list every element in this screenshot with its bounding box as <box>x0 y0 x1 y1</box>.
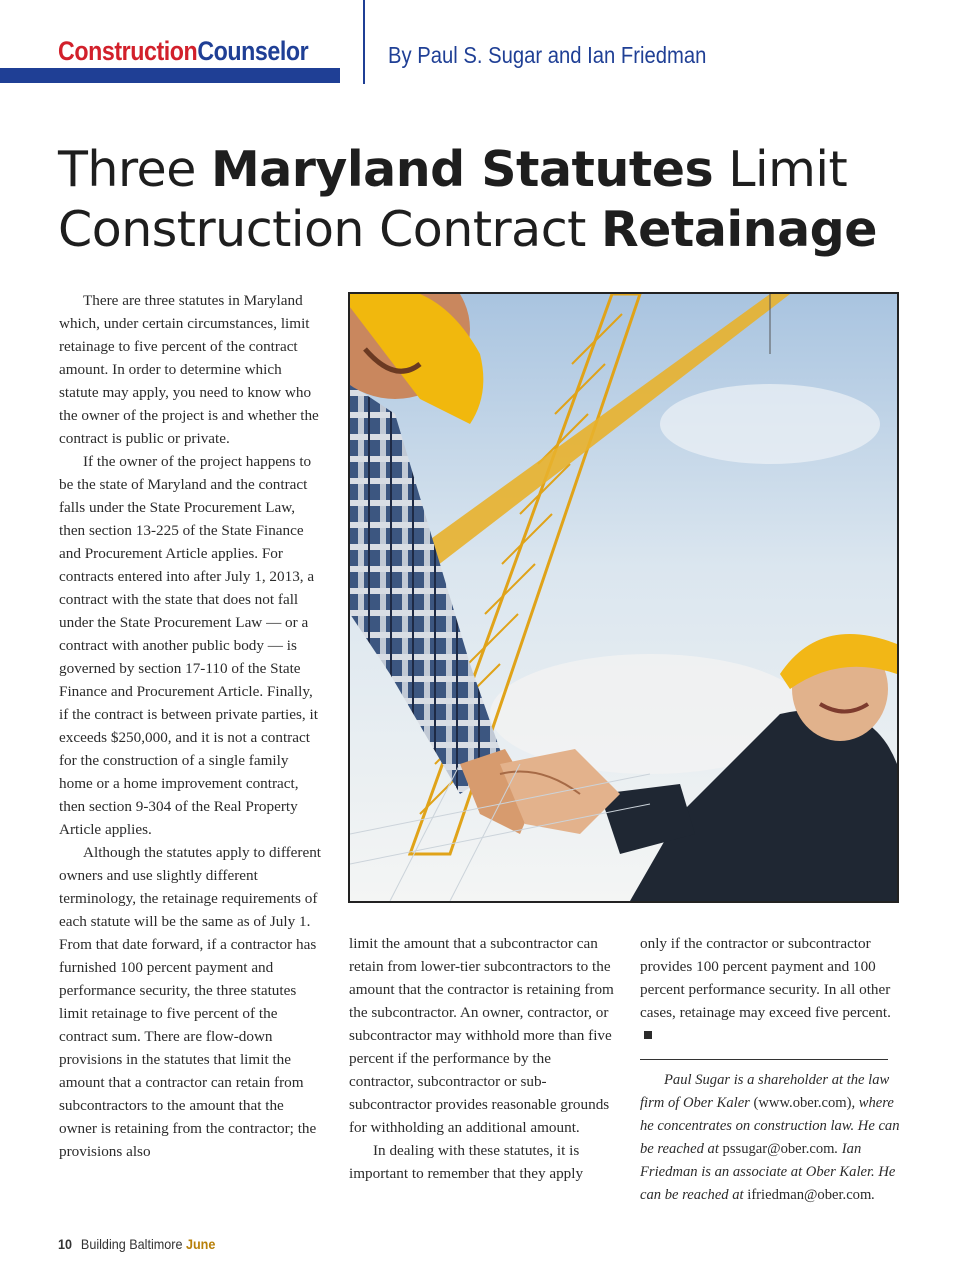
photo-illustration <box>350 294 897 901</box>
column-brand: ConstructionCounselor <box>58 36 309 66</box>
page-footer <box>58 1236 215 1252</box>
author-bio: Paul Sugar is a shareholder at the law firm of Ober Kaler (www.ober.com), where he concentrates on construction law. He can be reached at pssugar@ober.com. Ian Friedman is an associate at Ober Kaler. He can be reached at ifriedman@ober.com. <box>640 1072 900 1203</box>
text-column-3 <box>640 932 896 1047</box>
article-title: Three Maryland Statutes Limit Construction Contract Retainage <box>58 141 877 258</box>
text-column-1 <box>59 289 324 1163</box>
paragraph-4: In dealing with these statutes, it is important to remember that they apply <box>349 1142 584 1182</box>
paragraph-3: Although the statutes apply to different owners and use slightly different terminology, the retainage requirements of each statute will be the same as of July 1. From that date forward, if a contractor has furnished 100 percent payment and performance security, the three statutes limit retainage to five percent of the contract sum. There are flow-down provisions in the statutes that limit the amount that a contractor can retain from subcontractors to the amount that the owner is retaining from the contractor; the provisions also <box>59 844 322 1160</box>
end-of-article-mark <box>644 1031 652 1039</box>
page-number: 10 <box>58 1236 73 1252</box>
paragraph-1: There are three statutes in Maryland which, under certain circumstances, limit retainage to five percent of the contract amount. In order to determine which statute may apply, you need to know who the owner of the project is and whether the contract is public or private. <box>59 292 319 447</box>
publication-name: Building Baltimore <box>80 1236 183 1252</box>
paragraph-4-continued: only if the contractor or subcontractor provides 100 percent payment and 100 percent performance security. In all other cases, retainage may exceed five percent. <box>640 932 896 1047</box>
text-column-2 <box>349 932 617 1185</box>
paragraph-2: If the owner of the project happens to be the state of Maryland and the contract falls under the State Procurement Law, then section 13-225 of the State Finance and Procurement Article applies. For contracts entered into after July 1, 2013, a contract with the state that does not fall under the State Procurement Law — or a contract with another public body — is governed by section 17-110 of the State Finance and Procurement Article. Finally, if the contract is between private parties, it exceeds $250,000, and it is not a contract for the construction of a single family home or a home improvement contract, then section 9-304 of the Real Property Article applies. <box>59 453 318 838</box>
friedman-email-link[interactable]: ifriedman@ober.com <box>747 1187 872 1203</box>
sugar-email-link[interactable]: pssugar@ober.com <box>722 1141 835 1157</box>
handshake-photo <box>348 292 899 903</box>
header-divider <box>363 0 365 84</box>
byline: By Paul S. Sugar and Ian Friedman <box>388 42 707 68</box>
issue-month: June <box>185 1236 216 1252</box>
ober-website-link[interactable]: (www.ober.com) <box>753 1095 852 1111</box>
paragraph-3-continued: limit the amount that a subcontractor can retain from lower-tier subcontractors to the amount that the contractor is retaining from the subcontractor. An owner, contractor, or subcontractor may withhold more than five percent if the performance by the contractor, subcontractor or sub-subcontractor provides reasonable grounds for withholding an additional amount. <box>349 935 614 1136</box>
bio-divider <box>640 1059 888 1060</box>
header-accent-bar <box>0 68 340 83</box>
